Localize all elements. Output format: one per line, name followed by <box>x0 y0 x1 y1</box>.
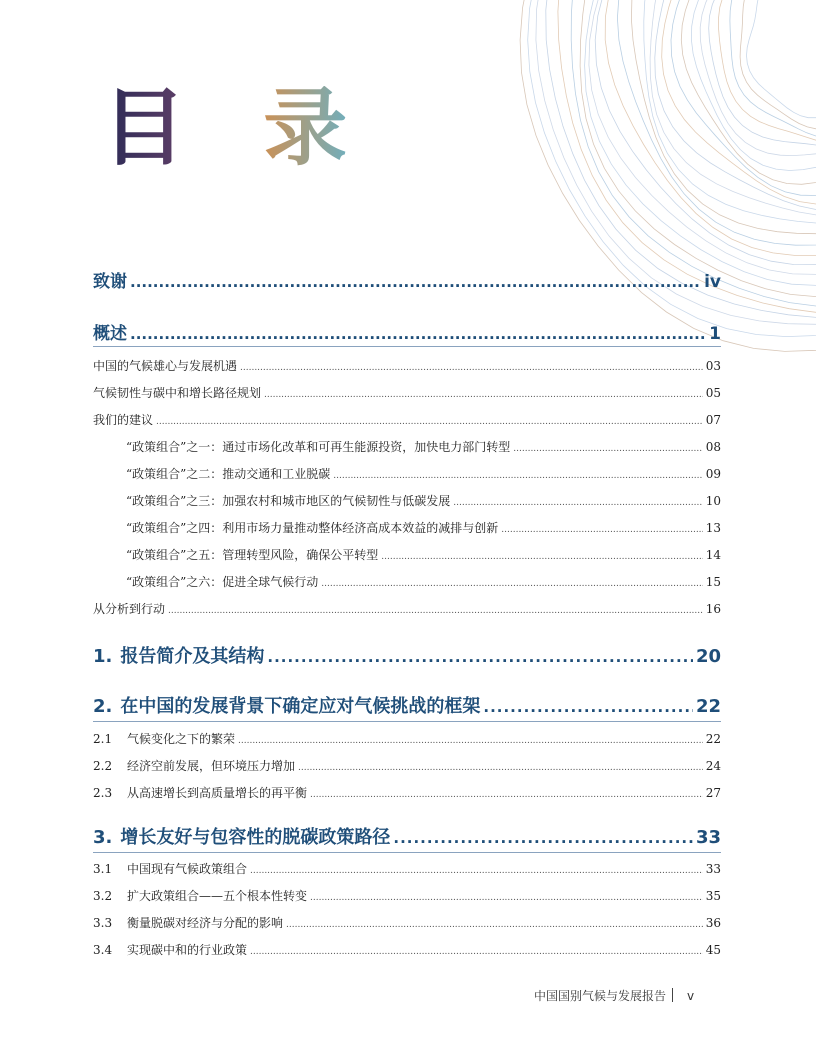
chapter-title: 报告简介及其结构 <box>120 646 265 667</box>
section-title: 扩大政策组合——五个根本性转变 <box>127 889 308 903</box>
toc-subentry[interactable] <box>93 465 721 482</box>
toc-entry-page: 10 <box>705 494 721 508</box>
page-number: v <box>687 989 695 1003</box>
chapter-number: 1. <box>93 646 113 667</box>
toc-entry-page: 22 <box>705 732 721 746</box>
dot-leader <box>286 920 703 930</box>
toc-entry-label: “政策组合”之一：通过市场化改革和可再生能源投资，加快电力部门转型 <box>126 440 511 454</box>
chapter-title: 增长友好与包容性的脱碳政策路径 <box>120 827 391 848</box>
contour-line <box>605 0 816 255</box>
contour-line <box>719 0 816 144</box>
toc-entry-overview[interactable] <box>93 319 721 344</box>
toc-entry-label: 从分析到行动 <box>93 602 166 616</box>
dot-leader <box>264 390 703 400</box>
toc-entry[interactable] <box>93 730 721 747</box>
toc-entry-label <box>93 941 247 958</box>
dot-leader <box>250 866 703 876</box>
toc-entry-label: “政策组合”之二：推动交通和工业脱碳 <box>126 467 331 481</box>
toc-entry[interactable] <box>93 600 721 617</box>
toc-entry-label <box>93 914 283 931</box>
dot-leader <box>310 893 703 903</box>
toc-entry[interactable] <box>93 384 721 401</box>
toc-entry-page: 13 <box>705 521 721 535</box>
contour-line <box>740 0 816 129</box>
section-number: 3.3 <box>93 916 113 930</box>
dot-leader <box>513 444 702 454</box>
dot-leader <box>240 363 703 373</box>
dot-leader <box>453 498 702 508</box>
contour-line <box>589 0 816 274</box>
toc-entry[interactable] <box>93 887 721 904</box>
dot-leader <box>250 947 703 957</box>
toc-entry-label <box>93 887 307 904</box>
toc-entry-label: 概述 <box>93 324 127 344</box>
toc-entry-label <box>93 784 307 801</box>
toc-entry-page: iv <box>704 272 721 292</box>
dot-leader <box>130 273 701 291</box>
toc-entry-label <box>93 692 480 718</box>
toc-chapter-3[interactable] <box>93 823 721 849</box>
toc-entry-page: 22 <box>695 696 721 717</box>
toc-entry-page: 08 <box>705 440 721 454</box>
toc-entry-page: 07 <box>705 413 721 427</box>
section-title: 中国现有气候政策组合 <box>127 862 248 876</box>
section-number: 3.4 <box>93 943 113 957</box>
chapter-number: 3. <box>93 827 113 848</box>
toc-entry-label: “政策组合”之六：促进全球气候行动 <box>126 575 319 589</box>
toc-entry-page: 05 <box>705 386 721 400</box>
page-footer <box>534 987 694 1004</box>
dot-leader <box>381 552 702 562</box>
toc-entry-page: 36 <box>705 916 721 930</box>
contour-line <box>747 0 816 118</box>
toc-chapter-1[interactable] <box>93 642 721 668</box>
dot-leader <box>130 325 706 343</box>
toc-entry-page: 15 <box>705 575 721 589</box>
toc-entry[interactable] <box>93 757 721 774</box>
toc-entry-label <box>93 823 390 849</box>
dot-leader <box>393 829 693 847</box>
dot-leader <box>267 648 693 666</box>
contour-line <box>662 0 816 204</box>
toc-chapter-2[interactable] <box>93 692 721 718</box>
toc-entry-label <box>93 757 295 774</box>
section-title: 经济空前发展，但环境压力增加 <box>127 759 296 773</box>
dot-leader <box>238 736 703 746</box>
toc-entry[interactable] <box>93 860 721 877</box>
toc-entry[interactable] <box>93 357 721 374</box>
dot-leader <box>333 471 702 481</box>
toc-entry-page: 09 <box>705 467 721 481</box>
toc-entry-page: 14 <box>705 548 721 562</box>
toc-entry[interactable] <box>93 941 721 958</box>
toc-entry-page: 45 <box>705 943 721 957</box>
toc-entry-page: 1 <box>709 324 721 344</box>
section-title: 衡量脱碳对经济与分配的影响 <box>127 916 284 930</box>
section-number: 3.1 <box>93 862 113 876</box>
toc-entry-page: 20 <box>695 646 721 667</box>
toc-entry-page: 16 <box>705 602 721 616</box>
section-divider <box>93 721 721 722</box>
dot-leader <box>483 698 693 716</box>
toc-entry-label <box>93 860 247 877</box>
toc-subentry[interactable] <box>93 546 721 563</box>
section-divider <box>93 346 721 347</box>
toc-entry-label: 致谢 <box>93 272 127 292</box>
dot-leader <box>168 606 703 616</box>
toc-entry-label: “政策组合”之三：加强农村和城市地区的气候韧性与低碳发展 <box>126 494 451 508</box>
dot-leader <box>298 763 703 773</box>
toc-entry[interactable] <box>93 784 721 801</box>
toc-entry-label <box>93 642 264 668</box>
dot-leader <box>156 417 703 427</box>
dot-leader <box>310 790 703 800</box>
toc-entry-page: 35 <box>705 889 721 903</box>
toc-entry-page: 33 <box>695 827 721 848</box>
chapter-title: 在中国的发展背景下确定应对气候挑战的框架 <box>120 696 481 717</box>
contour-line <box>595 0 816 265</box>
section-title: 气候变化之下的繁荣 <box>127 732 236 746</box>
toc-entry[interactable] <box>93 411 721 428</box>
section-number: 2.2 <box>93 759 113 773</box>
dot-leader <box>321 579 702 589</box>
contour-line <box>580 0 816 297</box>
section-number: 3.2 <box>93 889 113 903</box>
contour-line <box>655 0 816 210</box>
toc-entry-label <box>93 730 235 747</box>
dot-leader <box>501 525 702 535</box>
toc-subentry[interactable] <box>93 573 721 590</box>
toc-entry-page: 03 <box>705 359 721 373</box>
contour-line <box>700 0 816 156</box>
contour-line <box>571 0 816 306</box>
chapter-number: 2. <box>93 696 113 717</box>
toc-entry[interactable] <box>93 914 721 931</box>
report-name: 中国国别气候与发展报告 <box>534 989 667 1003</box>
section-number: 2.1 <box>93 732 113 746</box>
toc-entry-label: 气候韧性与碳中和增长路径规划 <box>93 386 262 400</box>
toc-entry-label: 我们的建议 <box>93 413 154 427</box>
toc-subentry[interactable] <box>93 519 721 536</box>
section-title: 实现碳中和的行业政策 <box>127 943 248 957</box>
section-number: 2.3 <box>93 786 113 800</box>
section-divider <box>93 852 721 853</box>
toc-subentry[interactable] <box>93 492 721 509</box>
toc-entry-acknowledgements[interactable] <box>93 267 721 292</box>
toc-entry-label: “政策组合”之五：管理转型风险，确保公平转型 <box>126 548 379 562</box>
toc-entry-page: 27 <box>705 786 721 800</box>
toc-entry-page: 33 <box>705 862 721 876</box>
toc-entry-page: 24 <box>705 759 721 773</box>
page-title: 目 录 <box>102 79 372 177</box>
toc-entry-label: 中国的气候雄心与发展机遇 <box>93 359 238 373</box>
section-title: 从高速增长到高质量增长的再平衡 <box>127 786 308 800</box>
toc-subentry[interactable] <box>93 438 721 455</box>
toc-entry-label: “政策组合”之四：利用市场力量推动整体经济高成本效益的减排与创新 <box>126 521 499 535</box>
footer-divider <box>672 988 673 1002</box>
contour-line <box>671 0 816 196</box>
